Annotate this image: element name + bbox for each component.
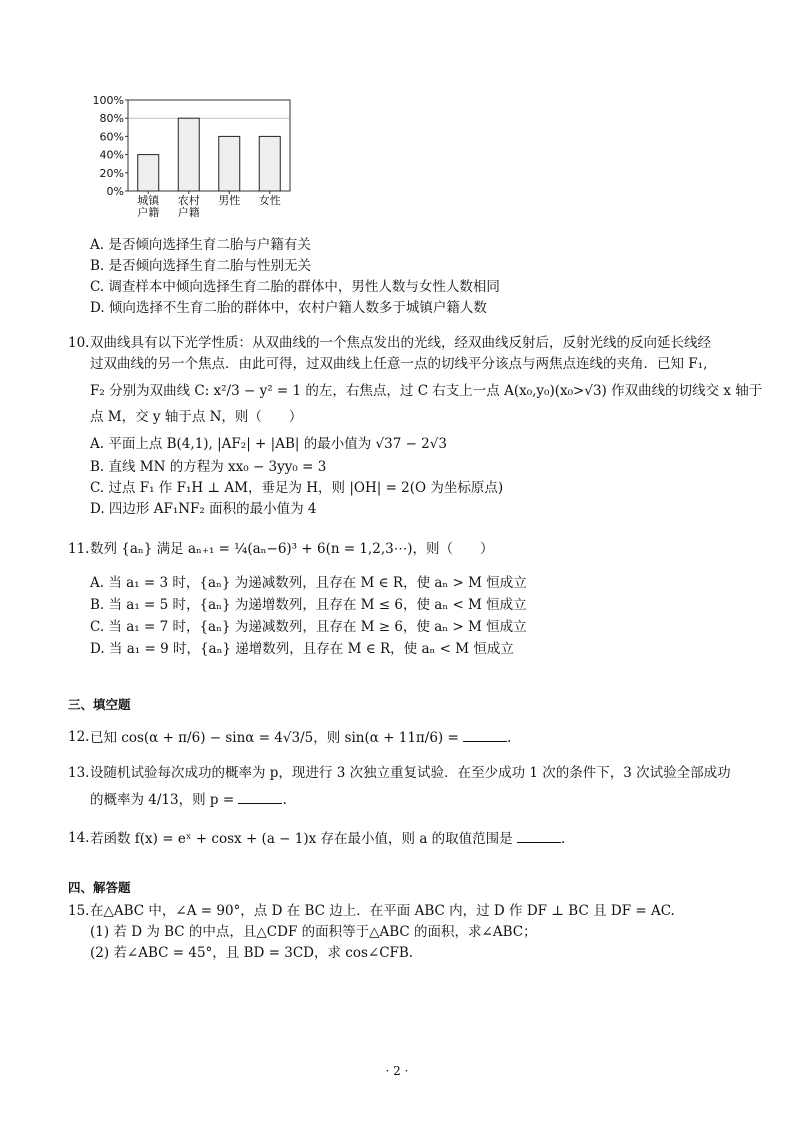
q12-number: 12. [68,729,90,745]
q15-stem: 在△ABC 中，∠A = 90°，点 D 在 BC 边上．在平面 ABC 内，过 D 作 DF ⊥ BC 且 DF = AC. [90,903,675,919]
q13-line2: 的概率为 4/13，则 p = [90,792,235,808]
bar [138,155,159,191]
q13-end: . [282,792,287,808]
q12-answer-blank[interactable] [463,728,507,742]
section-4-title: 四、解答题 [68,880,131,895]
y-tick-label: 0% [106,185,124,198]
q14-text-row [90,829,565,848]
q14-answer-blank[interactable] [517,829,561,843]
q10-option-a: A. 平面上点 B(4,1), |AF₂| + |AB| 的最小值为 √37 − 2√3 [90,436,447,452]
q9-option-a: A. 是否倾向选择生育二胎与户籍有关 [90,237,311,253]
q9-option-b: B. 是否倾向选择生育二胎与性别无关 [90,258,312,274]
x-tick-label: 户籍 [177,206,200,219]
y-tick-label: 80% [99,112,124,126]
x-tick-label: 男性 [218,194,241,207]
q13-number: 13. [68,765,90,781]
q10-option-b: B. 直线 MN 的方程为 xx₀ − 3yy₀ = 3 [90,459,327,475]
q13-line1: 设随机试验每次成功的概率为 p，现进行 3 次独立重复试验．在至少成功 1 次的条件下，3 次试验全部成功 [90,765,731,781]
q11-option-d: D. 当 a₁ = 9 时，{aₙ} 递增数列，且存在 M ∈ R，使 aₙ < M 恒成立 [90,641,514,657]
x-tick-label: 户籍 [137,206,160,219]
q11-option-c: C. 当 a₁ = 7 时，{aₙ} 为递减数列，且存在 M ≥ 6，使 aₙ > M 恒成立 [90,619,527,635]
q10-option-c: C. 过点 F₁ 作 F₁H ⊥ AM，垂足为 H，则 |OH| = 2(O 为坐标原点) [90,480,504,496]
x-tick-label: 城镇 [137,194,160,207]
q10-number: 10. [68,335,90,351]
q10-option-d: D. 四边形 AF₁NF₂ 面积的最小值为 4 [90,501,317,517]
x-tick-label: 农村 [177,194,200,207]
y-tick-label: 40% [99,148,124,162]
q10-stem-line1: 双曲线具有以下光学性质：从双曲线的一个焦点发出的光线，经双曲线反射后，反射光线的反向延长线经 [90,335,711,351]
y-tick-label: 60% [99,130,124,144]
q10-stem-line2: 过双曲线的另一个焦点．由此可得，过双曲线上任意一点的切线平分该点与两焦点连线的夹角．已知 F₁, [90,356,708,372]
bar [178,118,199,191]
q14-end: . [560,831,566,847]
bar [219,136,240,191]
bar [259,136,280,191]
q9-option-d: D. 倾向选择不生育二胎的群体中，农村户籍人数多于城镇户籍人数 [90,300,487,316]
q13-line2-row [90,790,287,809]
bar-chart [90,92,300,222]
section-3-title: 三、填空题 [68,697,131,712]
q15-number: 15. [68,903,90,919]
q12-text: 已知 cos(α + π/6) − sinα = 4√3/5，则 sin(α + 11π/6) = [90,730,459,746]
page-number: · 2 · [385,1064,409,1078]
q14-text: 若函数 f(x) = eˣ + cosx + (a − 1)x 存在最小值，则 a 的取值范围是 [90,831,513,847]
y-tick-label: 20% [99,166,124,180]
q10-stem-line3: F₂ 分别为双曲线 C: x²/3 − y² = 1 的左，右焦点，过 C 右支上一点 A(x₀,y₀)(x₀>√3) 作双曲线的切线交 x 轴于 [90,383,763,399]
bar-chart-svg [90,92,300,222]
y-tick-label: 100% [92,94,124,107]
q11-option-a: A. 当 a₁ = 3 时，{aₙ} 为递减数列，且存在 M ∈ R，使 aₙ > M 恒成立 [90,575,527,591]
q10-stem-line4: 点 M，交 y 轴于点 N，则（ ） [90,409,303,425]
x-tick-label: 女性 [258,194,281,207]
q12-text-row [90,728,511,747]
q13-answer-blank[interactable] [238,790,282,804]
q12-end: . [507,730,512,746]
q14-number: 14. [68,830,90,846]
q11-option-b: B. 当 a₁ = 5 时，{aₙ} 为递增数列，且存在 M ≤ 6，使 aₙ < M 恒成立 [90,597,527,613]
q9-option-c: C. 调查样本中倾向选择生育二胎的群体中，男性人数与女性人数相同 [90,279,500,295]
q11-stem: 数列 {aₙ} 满足 aₙ₊₁ = ¼(aₙ−6)³ + 6(n = 1,2,3⋯)，则（ ） [90,541,494,557]
q15-part2: (2) 若∠ABC = 45°，且 BD = 3CD，求 cos∠CFB. [90,945,414,961]
q11-number: 11. [68,541,90,557]
q15-part1: (1) 若 D 为 BC 的中点，且△CDF 的面积等于△ABC 的面积，求∠ABC； [90,924,537,940]
